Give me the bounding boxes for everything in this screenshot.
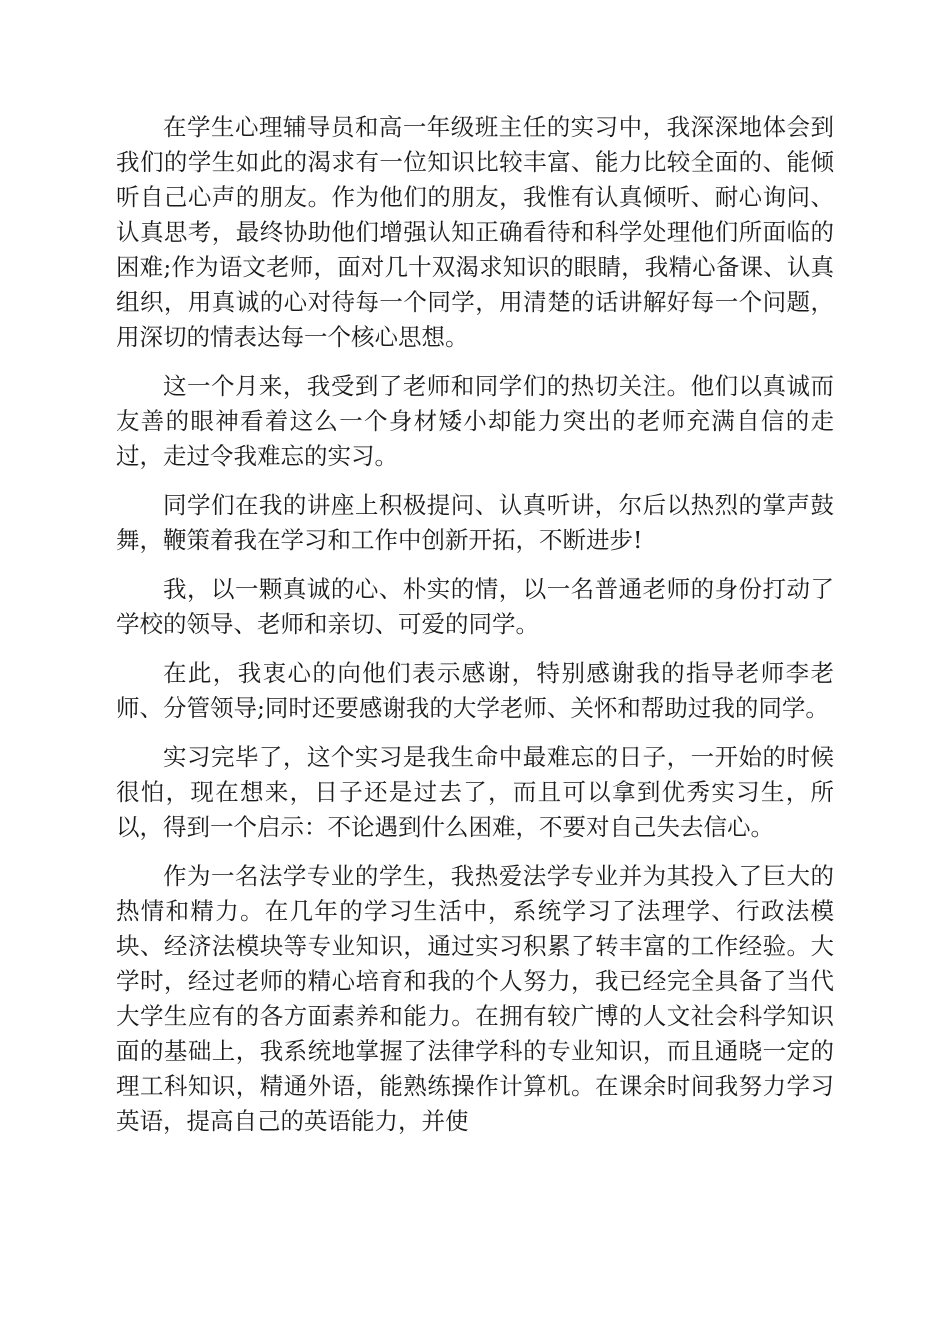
paragraph-2: 这一个月来，我受到了老师和同学们的热切关注。他们以真诚而友善的眼神看着这么一个身材矮小却能力突出的老师充满自信的走过，走过令我难忘的实习。 — [116, 372, 834, 470]
paragraph-7: 作为一名法学专业的学生，我热爱法学专业并为其投入了巨大的热情和精力。在几年的学习生活中，系统学习了法理学、行政法模块、经济法模块等专业知识，通过实习积累了转丰富的工作经验。大学时，经过老师的精心培育和我的个人努力，我已经完全具备了当代大学生应有的各方面素养和能力。在拥有较广博的人文社会科学知识面的基础上，我系统地掌握了法律学科的专业知识，而且通晓一定的理工科知识，精通外语，能熟练操作计算机。在课余时间我努力学习英语，提高自己的英语能力，并使 — [116, 862, 834, 1135]
paragraph-5: 在此，我衷心的向他们表示感谢，特别感谢我的指导老师李老师、分管领导;同时还要感谢我的大学老师、关怀和帮助过我的同学。 — [116, 659, 834, 722]
document-body — [116, 110, 834, 1153]
paragraph-1: 在学生心理辅导员和高一年级班主任的实习中，我深深地体会到我们的学生如此的渴求有一位知识比较丰富、能力比较全面的、能倾听自己心声的朋友。作为他们的朋友，我惟有认真倾听、耐心询问、认真思考，最终协助他们增强认知正确看待和科学处理他们所面临的困难;作为语文老师，面对几十双渴求知识的眼睛，我精心备课、认真组织，用真诚的心对待每一个同学，用清楚的话讲解好每一个问题，用深切的情表达每一个核心思想。 — [116, 113, 834, 351]
paragraph-3: 同学们在我的讲座上积极提问、认真听讲，尔后以热烈的掌声鼓舞，鞭策着我在学习和工作中创新开拓，不断进步! — [116, 491, 834, 554]
paragraph-4: 我，以一颗真诚的心、朴实的情，以一名普通老师的身份打动了学校的领导、老师和亲切、可爱的同学。 — [116, 575, 834, 638]
paragraph-6: 实习完毕了，这个实习是我生命中最难忘的日子，一开始的时候很怕，现在想来，日子还是过去了，而且可以拿到优秀实习生，所以，得到一个启示：不论遇到什么困难，不要对自己失去信心。 — [116, 743, 834, 841]
